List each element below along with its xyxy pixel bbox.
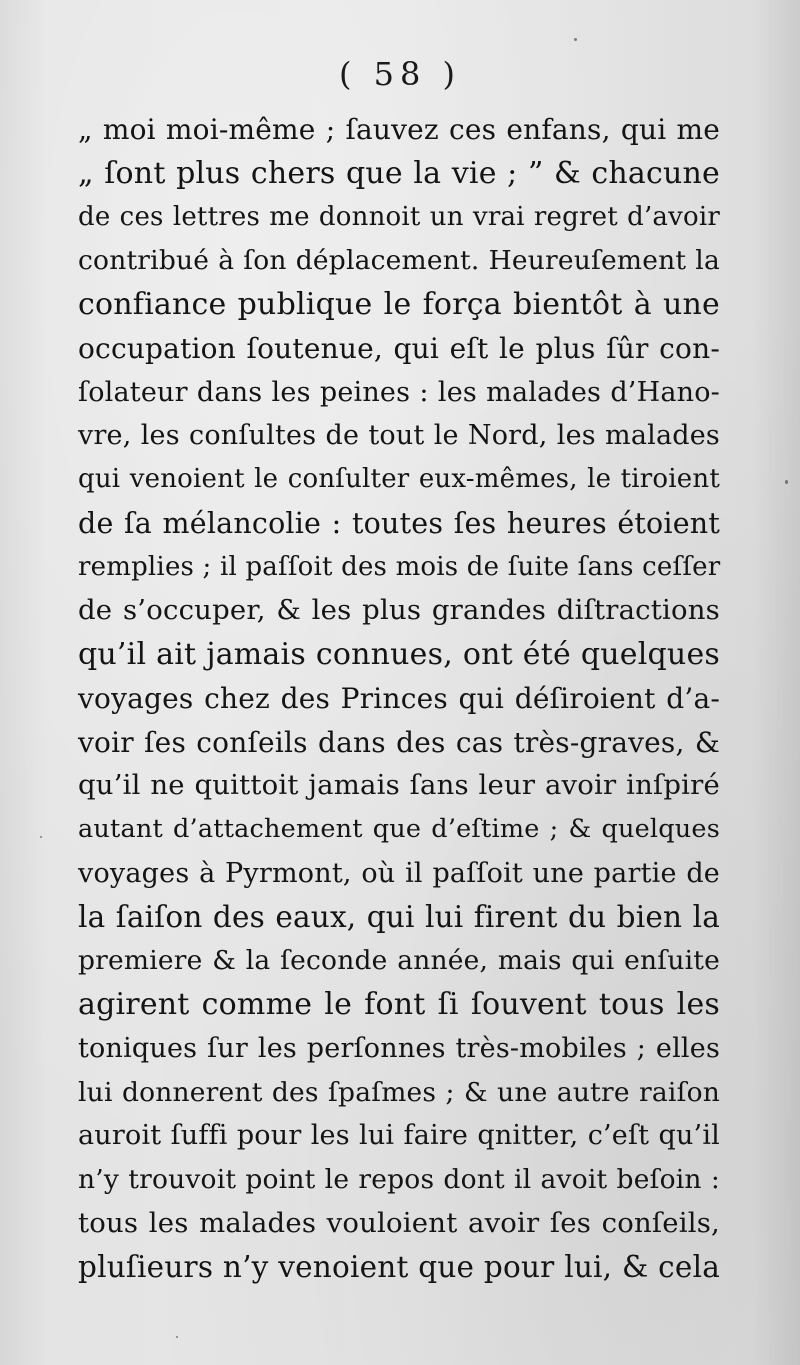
paper-speck — [785, 480, 788, 484]
text-line: „ ſont plus chers que la vie ; ” & chacune — [78, 155, 720, 191]
text-line: lui donnerent des ſpaſmes ; & une autre raiſon — [78, 1076, 720, 1108]
text-line: vre, les conſultes de tout le Nord, les malades — [78, 420, 720, 452]
paper-speck — [574, 38, 577, 41]
body-text — [78, 108, 720, 1289]
text-line: remplies ; il paſſoit des mois de ſuite ſans ceſſer — [78, 551, 721, 582]
text-line: de ſa mélancolie : toutes ſes heures étoient — [78, 506, 720, 540]
page-number: ( 58 ) — [338, 55, 462, 93]
text-line: autant d’attachement que d’eſtime ; & quelques — [78, 814, 720, 844]
text-line: qu’il ne quittoit jamais ſans leur avoir inſpiré — [78, 769, 720, 802]
text-line: contribué à ſon déplacement. Heureuſement la — [78, 245, 720, 277]
paper-speck — [176, 1336, 178, 1338]
text-line: occupation ſoutenue, qui eſt le plus ſûr con- — [78, 331, 720, 365]
text-line: premiere & la ſeconde année, mais qui enſuite — [78, 945, 720, 977]
text-line: voyages chez des Princes qui déſiroient d’a- — [78, 681, 720, 715]
text-line: agirent comme le font ſi ſouvent tous les — [78, 987, 720, 1022]
text-line: „ moi moi-même ; ſauvez ces enfans, qui me — [78, 113, 720, 146]
text-line: qu’il ait jamais connues, ont été quelques — [78, 637, 720, 672]
text-line: la ſaiſon des eaux, qui lui firent du bien la — [78, 899, 720, 934]
text-line: ſolateur dans les peines : les malades d’Hano- — [78, 376, 720, 408]
text-line: n’y trouvoit point le repos dont il avoit beſoin : — [78, 1164, 720, 1195]
text-line: auroit ſuffi pour les lui faire qnitter, c’eſt qu’il — [78, 1120, 720, 1152]
text-line: tous les malades vouloient avoir ſes conſeils, — [78, 1206, 720, 1239]
paper-speck — [40, 836, 42, 838]
text-line: confiance publique le força bientôt à une — [78, 287, 720, 322]
text-line: de ces lettres me donnoit un vrai regret d’avoir — [78, 201, 720, 232]
text-line: voyages à Pyrmont, où il paſſoit une partie de — [78, 857, 720, 889]
text-line: qui venoient le conſulter eux-mêmes, le tiroient — [78, 464, 720, 494]
text-line: voir ſes conſeils dans des cas très-graves, & — [78, 725, 720, 759]
text-line: de s’occuper, & les plus grandes diſtractions — [78, 594, 720, 627]
text-line: toniques ſur les perſonnes très-mobiles ; elles — [78, 1032, 720, 1064]
text-line: pluſieurs n’y venoient que pour lui, & cela — [78, 1249, 720, 1284]
